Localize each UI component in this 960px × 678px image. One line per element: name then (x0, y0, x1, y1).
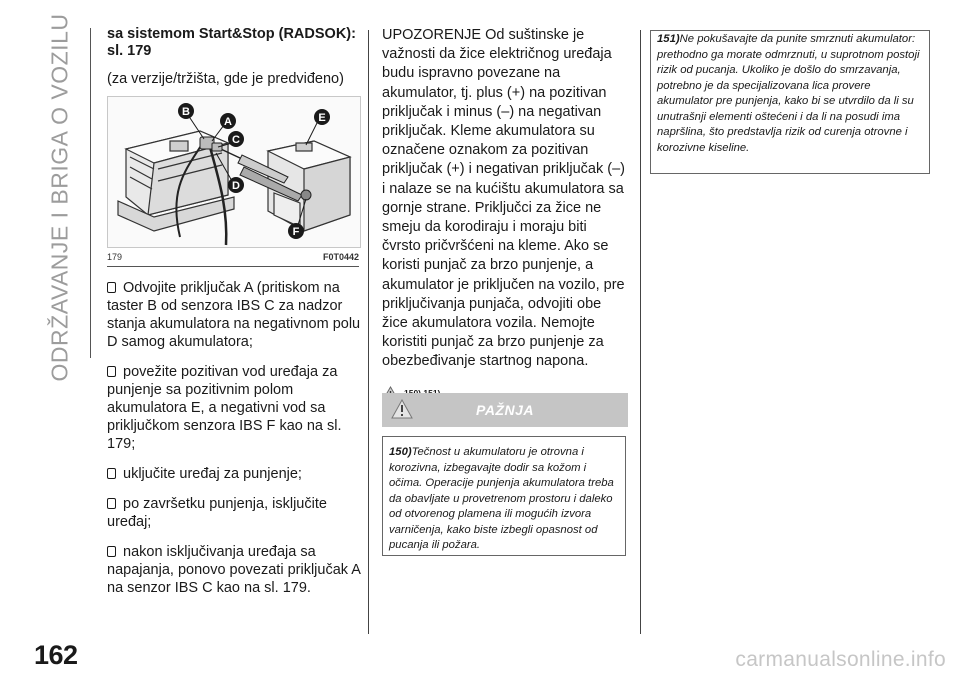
figure-number: 179 (107, 252, 123, 262)
list-item-text: po završetku punjenja, isključite uređaj; (107, 496, 327, 530)
figure-code: F0T0442 (322, 252, 359, 262)
column-1 (107, 26, 365, 597)
checkbox-icon (107, 468, 116, 479)
column-2 (382, 26, 628, 401)
warning-paragraph: UPOZORENJE Od suštinske je važnosti da žice električnog uređaja budu ispravno povezane na akumulator, tj. plus (+) na pozitivan priključak i minus (–) na negativan priključak. Kleme akumulatora su označene oznakom za pozitivan priključak (+) i negativan priključak (–) i nalaze se na kućištu akumulatora sa gornje strane. Priključci za žice ne smeju da korodiraju i moraju biti čvrsto pričvršćeni na kleme. Ako se koristi punjač za brzo punjenje, a akumulator je priključen na vozilo, pre priključivanja punjača, odvojiti obe žice akumulatora vozila. Nemojte koristiti punjač za brzo punjenje za obezbeđivanje startnog napona. (382, 27, 625, 370)
callout-e-label: E (318, 112, 326, 124)
figure-caption-bar (107, 248, 359, 267)
callout-b-label: B (182, 106, 190, 118)
checkbox-icon (107, 366, 116, 377)
list-item (107, 279, 365, 351)
checkbox-icon (107, 498, 116, 509)
list-item (107, 465, 365, 483)
caution-body: Ne pokušavajte da punite smrznuti akumulator: prethodno ga morate odmrznuti, u suprotnom postoji rizik od pucanja. Ukoliko je došlo do smrzavanja, potrebno je da specijalizovana lica provere akumulator pre punjenja, kako bi se utvrdilo da li su unutrašnji elementi oštećeni i da li na posudi ima napršlina, što predstavlja rizik od curenja otrovne i korozivne kiseline. (657, 33, 920, 154)
section-heading: sa sistemom Start&Stop (RADSOK): sl. 179 (107, 26, 356, 59)
list-item-text: nakon isključivanja uređaja sa napajanja, ponovo povezati priključak A na senzor IBS C kao na sl. 179. (107, 544, 361, 596)
warning-text (389, 445, 619, 554)
warning-body: Tečnost u akumulatoru je otrovna i korozivna, izbegavajte dodir sa kožom i očima. Operacije punjenja akumulatora treba da obavljate u provetrenom prostoru i daleko od otvorenog plamena ili mogućih izvora varničenja, kako biste izbegli opasnost od pucanja ili požara. (389, 446, 614, 551)
checkbox-icon (107, 282, 116, 293)
list-item-text: Odvojite priključak A (pritiskom na taster B od senzora IBS C za nadzor stanja akumulatora na negativnom polu D samog akumulatora; (107, 280, 361, 350)
caution-text (657, 32, 923, 156)
list-item-text: uključite uređaj za punjenje; (123, 466, 302, 482)
callout-d-label: D (232, 180, 240, 192)
list-item (107, 495, 365, 531)
column-divider-1 (368, 30, 369, 634)
caution-number: 151) (657, 33, 680, 45)
watermark: carmanualsonline.info (735, 648, 946, 671)
list-item (107, 543, 365, 597)
callout-f-label: F (292, 226, 300, 238)
list-item-text: povežite pozitivan vod uređaja za punjenje sa pozitivnim polom akumulatora E, a negativni vod sa priključkom senzora IBS F kao na sl. 179; (107, 364, 342, 452)
warning-number: 150) (389, 446, 412, 458)
sidebar-divider (90, 28, 91, 358)
version-note: (za verzije/tržišta, gde je predviđeno) (107, 71, 344, 87)
list-item (107, 363, 365, 453)
battery-illustration (108, 97, 360, 247)
warning-box (382, 436, 626, 556)
page-number: 162 (34, 640, 78, 670)
warning-header (382, 393, 628, 427)
callout-a-label: A (224, 116, 232, 128)
checkbox-icon (107, 546, 116, 557)
callout-c-label: C (232, 134, 240, 146)
battery-figure (107, 96, 361, 248)
warning-title: PAŽNJA (476, 402, 534, 418)
column-divider-2 (640, 30, 641, 634)
sidebar-section-title: ODRŽAVANJE I BRIGA O VOZILU (46, 13, 73, 381)
caution-box (650, 30, 930, 174)
